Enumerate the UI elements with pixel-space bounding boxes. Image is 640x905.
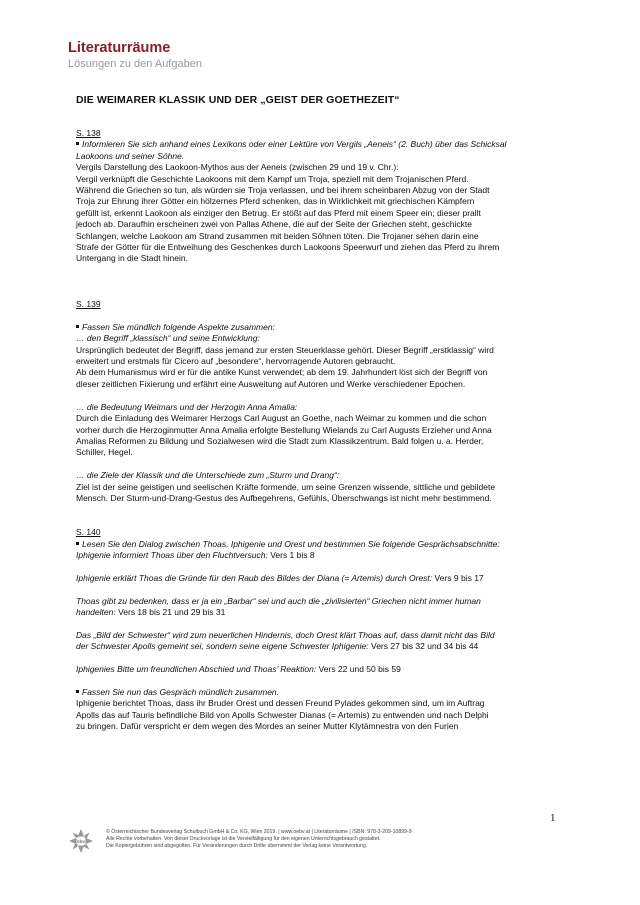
answer-prompt: Iphigenie informiert Thoas über den Fluchtversuch:: [76, 549, 268, 560]
body-line: Während die Griechen so tun, als würden sie Troja verlassen, und bei ihrem scheinbaren Abzug von der Stadt: [76, 185, 490, 196]
task-s138-line1: [76, 139, 576, 150]
answer-value: Vers 9 bis 17: [432, 572, 484, 583]
page-number: 1: [550, 812, 556, 824]
body-line: zu bringen. Dafür verspricht er dem wegen des Mordes an seiner Mutter Klytämnestra von den Furien: [76, 720, 459, 731]
body-line: Vergil verknüpft die Geschichte Laokoons mit dem Kampf um Troja, speziell mit dem Trojanischen Pferd.: [76, 173, 469, 184]
body-line: gefüllt ist, erkennt Laokoon als einziger den Betrug. Er stößt auf das Pferd mit einem Speer ein; dieser prallt: [76, 207, 481, 218]
section-heading-s138: S. 138: [76, 128, 101, 138]
document-title: DIE WEIMARER KLASSIK UND DER „GEIST DER GOETHEZEIT“: [76, 94, 400, 106]
answer-1: [76, 550, 576, 561]
body-line: Untergang in die Stadt hinein.: [76, 253, 188, 264]
task-s140: [76, 539, 576, 550]
bullet-icon: [76, 325, 79, 328]
body-line: Vergils Darstellung des Laokoon-Mythos aus der Aeneis (zwischen 29 und 19 v. Chr.):: [76, 162, 399, 173]
answer-prompt: Iphigenie erklärt Thoas die Gründe für den Raub des Bildes der Diana (= Artemis) durch Orest:: [76, 572, 433, 583]
answer-3-line1: Thoas gibt zu bedenken, dass er ja ein „Barbar“ sei und auch die „zivilisierten“ Griechen nicht immer human: [76, 595, 481, 606]
answer-value: Vers 1 bis 8: [267, 549, 315, 560]
body-line: Ziel ist der seine geistigen und seelischen Kräfte formende, um seine Grenzen wissende, sittliche und gebildete: [76, 481, 496, 492]
body-line: Durch die Einladung des Weimarer Herzogs Carl August an Goethe, nach Weimar zu kommen und die schon: [76, 413, 487, 424]
section-heading-s139: S. 139: [76, 299, 101, 310]
body-line: Strafe der Götter für die Entweihung des Geschenkes durch Laokoons Speerwurf und ziehen das Pferd zu ihrem: [76, 242, 500, 253]
body-line: vorher durch die Herzoginmutter Anna Amalia erfolgte Bestellung Wielands zu Carl Augusts Erzieher und Anna: [76, 424, 492, 435]
task-text: Lesen Sie den Dialog zwischen Thoas, Iphigenie und Orest und bestimmen Sie folgende Gesprächsabschnitte:: [82, 538, 500, 549]
subheading: … die Bedeutung Weimars und der Herzogin Anna Amalia:: [76, 401, 298, 412]
bullet-icon: [76, 142, 79, 145]
body-line: dieser zeitlichen Fixierung und erfährt eine Ausweitung auf Autoren und Werke verschiedener Epochen.: [76, 378, 466, 389]
body-line: Apolls das auf Tauris befindliche Bild von Apolls Schwester Dianas (= Artemis) zu entwenden und nach Delphi: [76, 709, 489, 720]
subheading: … die Ziele der Klassik und die Unterschiede zum „Sturm und Drang“:: [76, 470, 340, 481]
body-line: Troja zur Ehrung ihrer Götter ein hölzernes Pferd schenken, das in Wirklichkeit mit griechischen Kämpfern: [76, 196, 475, 207]
body-line: Amalias Reformen zu Bildung und Sozialwesen wird die Stadt zum Klassikzentrum. Bald folgen u. a. Herder,: [76, 435, 484, 446]
task-s138-line2: Laokoons und seiner Söhne.: [76, 150, 185, 161]
answer-3: [76, 607, 576, 618]
task-text: Fassen Sie mündlich folgende Aspekte zusammen:: [82, 321, 275, 332]
answer-value: Vers 18 bis 21 und 29 bis 31: [115, 606, 226, 617]
body-line: Mensch. Der Sturm-und-Drang-Gestus des Aufbegehrens, Gefühls, Überschwangs ist nicht mehr bestimmend.: [76, 492, 492, 503]
answer-5: [76, 664, 576, 675]
body-line: erweitert und erstmals für Cicero auf „besondere“, hervorragende Autoren gebraucht.: [76, 356, 396, 367]
body-line: Schlangen, welche Laokoon am Strand zusammen mit beiden Söhnen töten. Die Trojaner sehen darin eine: [76, 230, 479, 241]
body-line: Ab dem Humanismus wird er für die antike Kunst verwendet; ab dem 19. Jahrhundert löst sich der Begriff von: [76, 367, 488, 378]
answer-4: [76, 641, 576, 652]
answer-value: Vers 27 bis 32 und 34 bis 44: [368, 641, 479, 652]
answer-value: Vers 22 und 50 bis 59: [316, 663, 401, 674]
document-body: [76, 128, 576, 732]
brand-title: Literaturräume: [68, 40, 171, 56]
body-line: jedoch ab. Daraufhin erscheinen zwei von Pallas Athene, die auf der Seite der Griechen steht, geschickte: [76, 219, 472, 230]
task-text: Informieren Sie sich anhand eines Lexikons oder einer Lektüre von Vergils „Aeneis“ (2. Buch) über das Schicksal: [82, 139, 507, 150]
body-line: Ursprünglich bedeutet der Begriff, dass jemand zur ersten Steuerklasse gehört. Dieser Begriff „erstklassig“ wird: [76, 344, 494, 355]
subheading: … den Begriff „klassisch“ und seine Entwicklung:: [76, 333, 260, 344]
bullet-icon: [76, 542, 79, 545]
publisher-logo-text: öbv: [76, 838, 86, 844]
section-heading-s140: S. 140: [76, 527, 101, 538]
footer: [68, 828, 588, 868]
task-s140-2: [76, 687, 576, 698]
answer-4-line1: Das „Bild der Schwester“ wird zum neuerlichen Hindernis, doch Orest klärt Thoas auf, dass damit nicht das Bild: [76, 629, 495, 640]
answer-prompt: Iphigenies Bitte um freundlichen Abschied und Thoas’ Reaktion:: [76, 663, 317, 674]
answer-2: [76, 573, 576, 584]
footer-line-3: Die Kopiergebühren sind abgegolten. Für Veränderungen durch Dritte übernimmt der Verlag keine Verantwortung.: [106, 843, 368, 849]
brand-subtitle: Lösungen zu den Aufgaben: [68, 58, 202, 70]
task-text: Fassen Sie nun das Gespräch mündlich zusammen.: [82, 686, 280, 697]
body-line: Iphigenie berichtet Thoas, dass ihr Bruder Orest und dessen Freund Pylades gekommen sind, um im Auftrag: [76, 698, 485, 709]
task-s139: [76, 322, 576, 333]
footer-text: [106, 829, 412, 850]
answer-prompt: der Schwester Apolls gemeint sei, sondern seine eigene Schwester Iphigenie:: [76, 641, 369, 652]
footer-line-2: Alle Rechte vorbehalten. Von dieser Druckvorlage ist die Vervielfältigung für den eigenen Unterrichtsgebrauch gestattet.: [106, 836, 381, 842]
answer-prompt: handelten:: [76, 606, 116, 617]
body-line: Schiller, Hegel.: [76, 447, 133, 458]
footer-line-1: © Österreichischer Bundesverlag Schulbuch GmbH & Co. KG, Wien 2019. | www.oebv.at | Literaturräume | ISBN: 978-3-209-10899-9: [106, 829, 412, 835]
bullet-icon: [76, 690, 79, 693]
publisher-logo-icon: [68, 828, 94, 854]
